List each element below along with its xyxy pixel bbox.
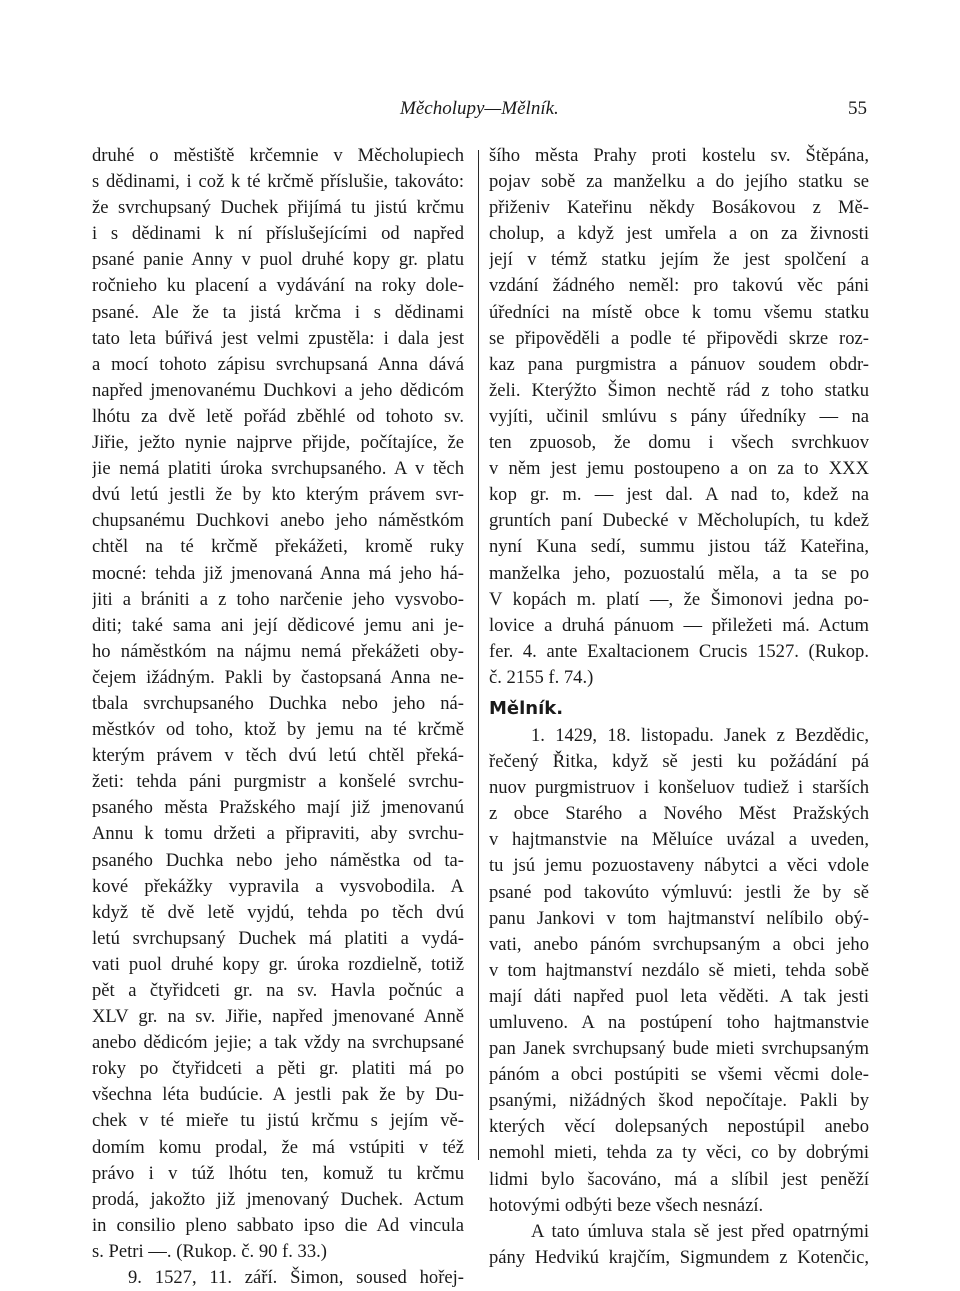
text-line: letú svrchupsaný Duchek má platiti a vydá- (92, 927, 464, 949)
text-line: městkóv od toho, ktož by jemu na té krčmě (92, 719, 464, 741)
text-line: chek v té mieře tu jistú krčmu s jejím vě- (92, 1110, 464, 1132)
text-line: se připověděli a podle té připovědi skrze roz- (489, 327, 869, 349)
left-text-column (92, 143, 464, 1291)
text-line: fer. 4. ante Exaltacionem Crucis 1527. (Rukop. (489, 640, 869, 662)
text-line: s dědinami, i což k té krčmě příslušie, takováto: (92, 171, 464, 193)
text-line: Jiřie, ježto nynie najprve přijde, počítajíce, že (92, 432, 464, 454)
text-line: že svrchupsaný Duchek přijímá tu jistú krčmu (92, 197, 464, 219)
text-line: psaného Duchka nebo jeho náměstka od ta- (92, 849, 464, 871)
text-line: chupsanému Duchkovi anebo jeho náměstkóm (92, 510, 464, 532)
text-line: žeti: tehda páni purgmistr a konšelé svrchu- (92, 771, 464, 793)
text-line: V kopách m. platí —, že Šimonovi jedna po- (489, 588, 869, 610)
text-line: vyjíti, učinil smlúvu s pány úředníky — na (489, 405, 869, 427)
text-line: umluveno. A na postúpení toho hajtmanstvie (489, 1012, 869, 1033)
text-line: čejem ižádným. Pakli by častopsaná Anna ne- (92, 666, 464, 688)
text-line: vati, anebo pánóm svrchupsaným a obci jeho (489, 933, 869, 955)
running-head: Měcholupy—Mělník. (400, 98, 559, 119)
text-line: ten zpuosob, že domu i všech svrchkuov (489, 432, 869, 454)
text-line: Annu k tomu držeti a připraviti, aby svrchu- (92, 823, 464, 845)
text-line: pan Janek svrchupsaný bude mieti svrchupsaným (489, 1038, 869, 1060)
text-line: kterých věcí dolepsaných nepostúpil anebo (489, 1116, 869, 1138)
text-line: č. 2155 f. 74.) (489, 666, 594, 688)
text-line: v něm jest jemu postoupeno a on za to XXX (489, 458, 869, 480)
text-line: lhótu za dvě letě pořád zběhlé od tohoto sv. (92, 405, 464, 427)
text-line: řečený Řitka, když sě jesti ku požádání pá (489, 751, 869, 773)
text-line: napřed jmenovanému Duchkovi a jeho dědicóm (92, 379, 464, 401)
text-line: hotovými odbýti beze všech nesnází. (489, 1194, 764, 1216)
text-line: šího města Prahy proti kostelu sv. Štěpána, (489, 145, 869, 166)
text-line: i s dědinami k ní příslušejícími od napřed (92, 223, 464, 245)
text-line: anebo dědicóm jejie; a tak vždy na svrchupsané (92, 1032, 464, 1054)
text-line: psané. Ale že ta jistá krčma i s dědinami (92, 301, 464, 323)
text-line: nyní Kuna sedí, summu jistou táž Kateřina, (489, 536, 869, 558)
text-line: ho náměstkóm na nájmu nemá překážeti oby- (92, 640, 464, 662)
text-line: XLV gr. na sv. Jiřie, napřed jmenované Anně (92, 1006, 464, 1028)
text-line: kové překážky vypravila a vysvobodila. A (92, 875, 464, 897)
page-header (0, 98, 960, 132)
text-line: chtěl na té krčmě překážeti, kromě ruky (92, 536, 464, 558)
text-line: tu jsú jemu pozuostaveny nábytci a věci vdole (489, 855, 869, 877)
text-line: in consilio pleno sabbato ipso die Ad vincula (92, 1214, 464, 1236)
text-line: vati puol druhé kopy gr. úroka rozdielně, totiž (92, 953, 464, 975)
text-line: nemohl mieti, tehda za ty věci, co by dobrými (489, 1142, 869, 1164)
text-line: kop gr. m. — jest dal. A nad to, kdež na (489, 484, 869, 506)
text-line: želi. Kterýžto Šimon nechtě rád z toho statku (489, 379, 869, 401)
text-line: dvú letú jestli že by kto kterým právem svr- (92, 484, 464, 506)
text-line: 9. 1527, 11. září. Šimon, soused hořej- (128, 1267, 464, 1289)
text-line: diti; také sama ani její dědicové jemu ani je- (92, 614, 464, 636)
right-text-column (489, 143, 869, 1271)
text-line: vzdání žádného neměl: pro takovú věc páni (489, 275, 869, 297)
text-line: přiženiv Kateřinu někdy Bosákovou z Mě- (489, 197, 869, 219)
text-line: mocné: tehda již jmenovaná Anna má jeho há- (92, 562, 464, 584)
text-line: pány Hedvikú krajčím, Sigmundem z Kotenčic, (489, 1246, 869, 1268)
text-line: tbala svrchupsaného Duchka nebo jeho ná- (92, 692, 464, 714)
text-line: gruntích paní Dubecké v Měcholupích, tu kdež (489, 510, 869, 532)
text-line: panu Jankovi v tom hajtmanství nelíbilo obý- (489, 907, 869, 929)
text-line: nuov purgmistruov i konšeluov tudiež i starších (489, 777, 869, 799)
text-line: A tato úmluva stala sě jest před opatrnými (531, 1220, 869, 1242)
text-line: lovice a druhá pánuom — přiležeti má. Actum (489, 614, 869, 636)
text-line: pánóm a obci postúpiti se všemi věcmi dole- (489, 1064, 869, 1086)
text-line: jiti a brániti a z toho narčenie jeho vysvobo- (92, 588, 464, 610)
text-line: cholup, a když jest umřela a on za živnosti (489, 223, 869, 245)
text-line: a mocí tohoto zápisu svrchupsaná Anna dává (92, 353, 464, 375)
text-line: kaz pana purgmistra a pánuov soudem obdr- (489, 353, 869, 375)
text-line: v tom hajtmanství nezdálo sě mieti, tehda sobě (489, 959, 869, 981)
section-heading: Mělník. (489, 697, 564, 719)
text-line: jie nemá platiti úroka svrchupsaného. A v těch (92, 458, 464, 480)
text-line: lidmi bylo šacováno, má a slíbil jest peněží (489, 1168, 869, 1190)
text-line: psané pod takovúto výmluvú: jestli že by sě (489, 881, 869, 903)
text-line: všechna léta budúcie. A jestli pak že by Du- (92, 1084, 464, 1106)
text-line: tato leta búřivá jest velmi zpustěla: i dala jest (92, 327, 464, 349)
text-line: ročnieho ku placení a vydávání na roky dole- (92, 275, 464, 297)
text-line: manželka jeho, pozuostalú měla, a ta se po (489, 562, 869, 584)
page-number: 55 (848, 98, 867, 119)
text-line: psanými, nižádných škod nepočítaje. Pakli by (489, 1090, 869, 1112)
text-line: mají dáti napřed puol leta věděti. A tak jesti (489, 985, 869, 1007)
column-divider (478, 150, 479, 1160)
text-line: když tě dvě letě vyjdú, tehda po těch dvú (92, 901, 464, 923)
text-line: domím komu prodal, že má vstúpiti v též (92, 1136, 464, 1158)
text-line: pět a čtyřidceti gr. na sv. Havla počnúc a (92, 980, 464, 1001)
text-line: prodá, jakožto již jmenovaný Duchek. Actum (92, 1188, 464, 1210)
text-line: roky po čtyřidceti a pěti gr. platiti má po (92, 1058, 464, 1080)
text-line: pojav sobě za manželku a do jejího statku se (489, 171, 869, 193)
text-line: kterým právem v těch dvú letú chtěl překá- (92, 745, 464, 767)
text-line: právo i v túž lhótu ten, komuž tu krčmu (92, 1162, 464, 1184)
text-line: psané panie Anny v puol druhé kopy gr. platu (92, 249, 464, 271)
text-line: 1. 1429, 18. listopadu. Janek z Bezdědic, (531, 724, 869, 746)
text-line: úředníci na místě obce k tomu všemu statku (489, 301, 869, 323)
text-line: s. Petri —. (Rukop. č. 90 f. 33.) (92, 1240, 327, 1262)
text-line: druhé o městiště krčemnie v Měcholupiech (92, 145, 464, 166)
text-line: její v témž statku jejím že jest spolčení a (489, 249, 869, 271)
text-line: v hajtmanstvie na Měluíce uvázal a uveden, (489, 829, 869, 851)
text-line: z obce Starého a Nového Měst Pražských (489, 803, 869, 825)
text-line: psaného města Pražského mají již jmenovanú (92, 797, 464, 819)
